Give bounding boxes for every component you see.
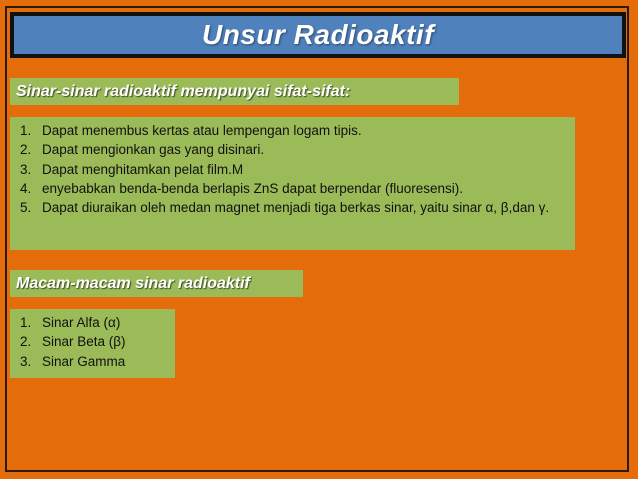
list-item-text: Dapat menghitamkan pelat film.M bbox=[42, 161, 244, 177]
list-item-text: Dapat menembus kertas atau lempengan logam tipis. bbox=[42, 123, 362, 138]
list-item-number: 3. bbox=[20, 161, 32, 177]
properties-list bbox=[20, 121, 569, 217]
list-item bbox=[20, 198, 569, 217]
section-heading-text: Macam-macam sinar radioaktif bbox=[16, 274, 250, 292]
list-item-number: 1. bbox=[20, 123, 32, 138]
section-heading-types bbox=[10, 270, 303, 297]
list-item-text: Sinar Beta (β) bbox=[42, 334, 126, 350]
list-item bbox=[20, 352, 169, 371]
list-item-number: 5. bbox=[20, 200, 32, 216]
list-item bbox=[20, 140, 569, 159]
list-item bbox=[20, 121, 569, 140]
list-item bbox=[20, 160, 569, 179]
list-item-number: 1. bbox=[20, 315, 32, 330]
list-item-text: enyebabkan benda-benda berlapis ZnS dapat berpendar (fluoresensi). bbox=[42, 180, 464, 196]
list-item-text: Sinar Gamma bbox=[42, 353, 126, 369]
list-item-number: 3. bbox=[20, 353, 32, 369]
list-item bbox=[20, 313, 169, 332]
list-item-number: 4. bbox=[20, 180, 32, 196]
types-list bbox=[20, 313, 169, 371]
title-bar bbox=[10, 12, 626, 58]
types-list-box bbox=[10, 309, 175, 378]
list-item bbox=[20, 179, 569, 198]
section-heading-text: Sinar-sinar radioaktif mempunyai sifat-sifat: bbox=[16, 82, 351, 100]
list-item-text: Dapat mengionkan gas yang disinari. bbox=[42, 142, 265, 158]
list-item-number: 2. bbox=[20, 334, 32, 350]
section-heading-properties bbox=[10, 78, 459, 105]
list-item-text: Dapat diuraikan oleh medan magnet menjadi tiga berkas sinar, yaitu sinar α, β,dan γ. bbox=[42, 200, 550, 216]
list-item-text: Sinar Alfa (α) bbox=[42, 315, 121, 330]
slide-title: Unsur Radioaktif bbox=[201, 19, 435, 50]
list-item-number: 2. bbox=[20, 142, 32, 158]
list-item bbox=[20, 332, 169, 351]
properties-list-box bbox=[10, 117, 575, 250]
